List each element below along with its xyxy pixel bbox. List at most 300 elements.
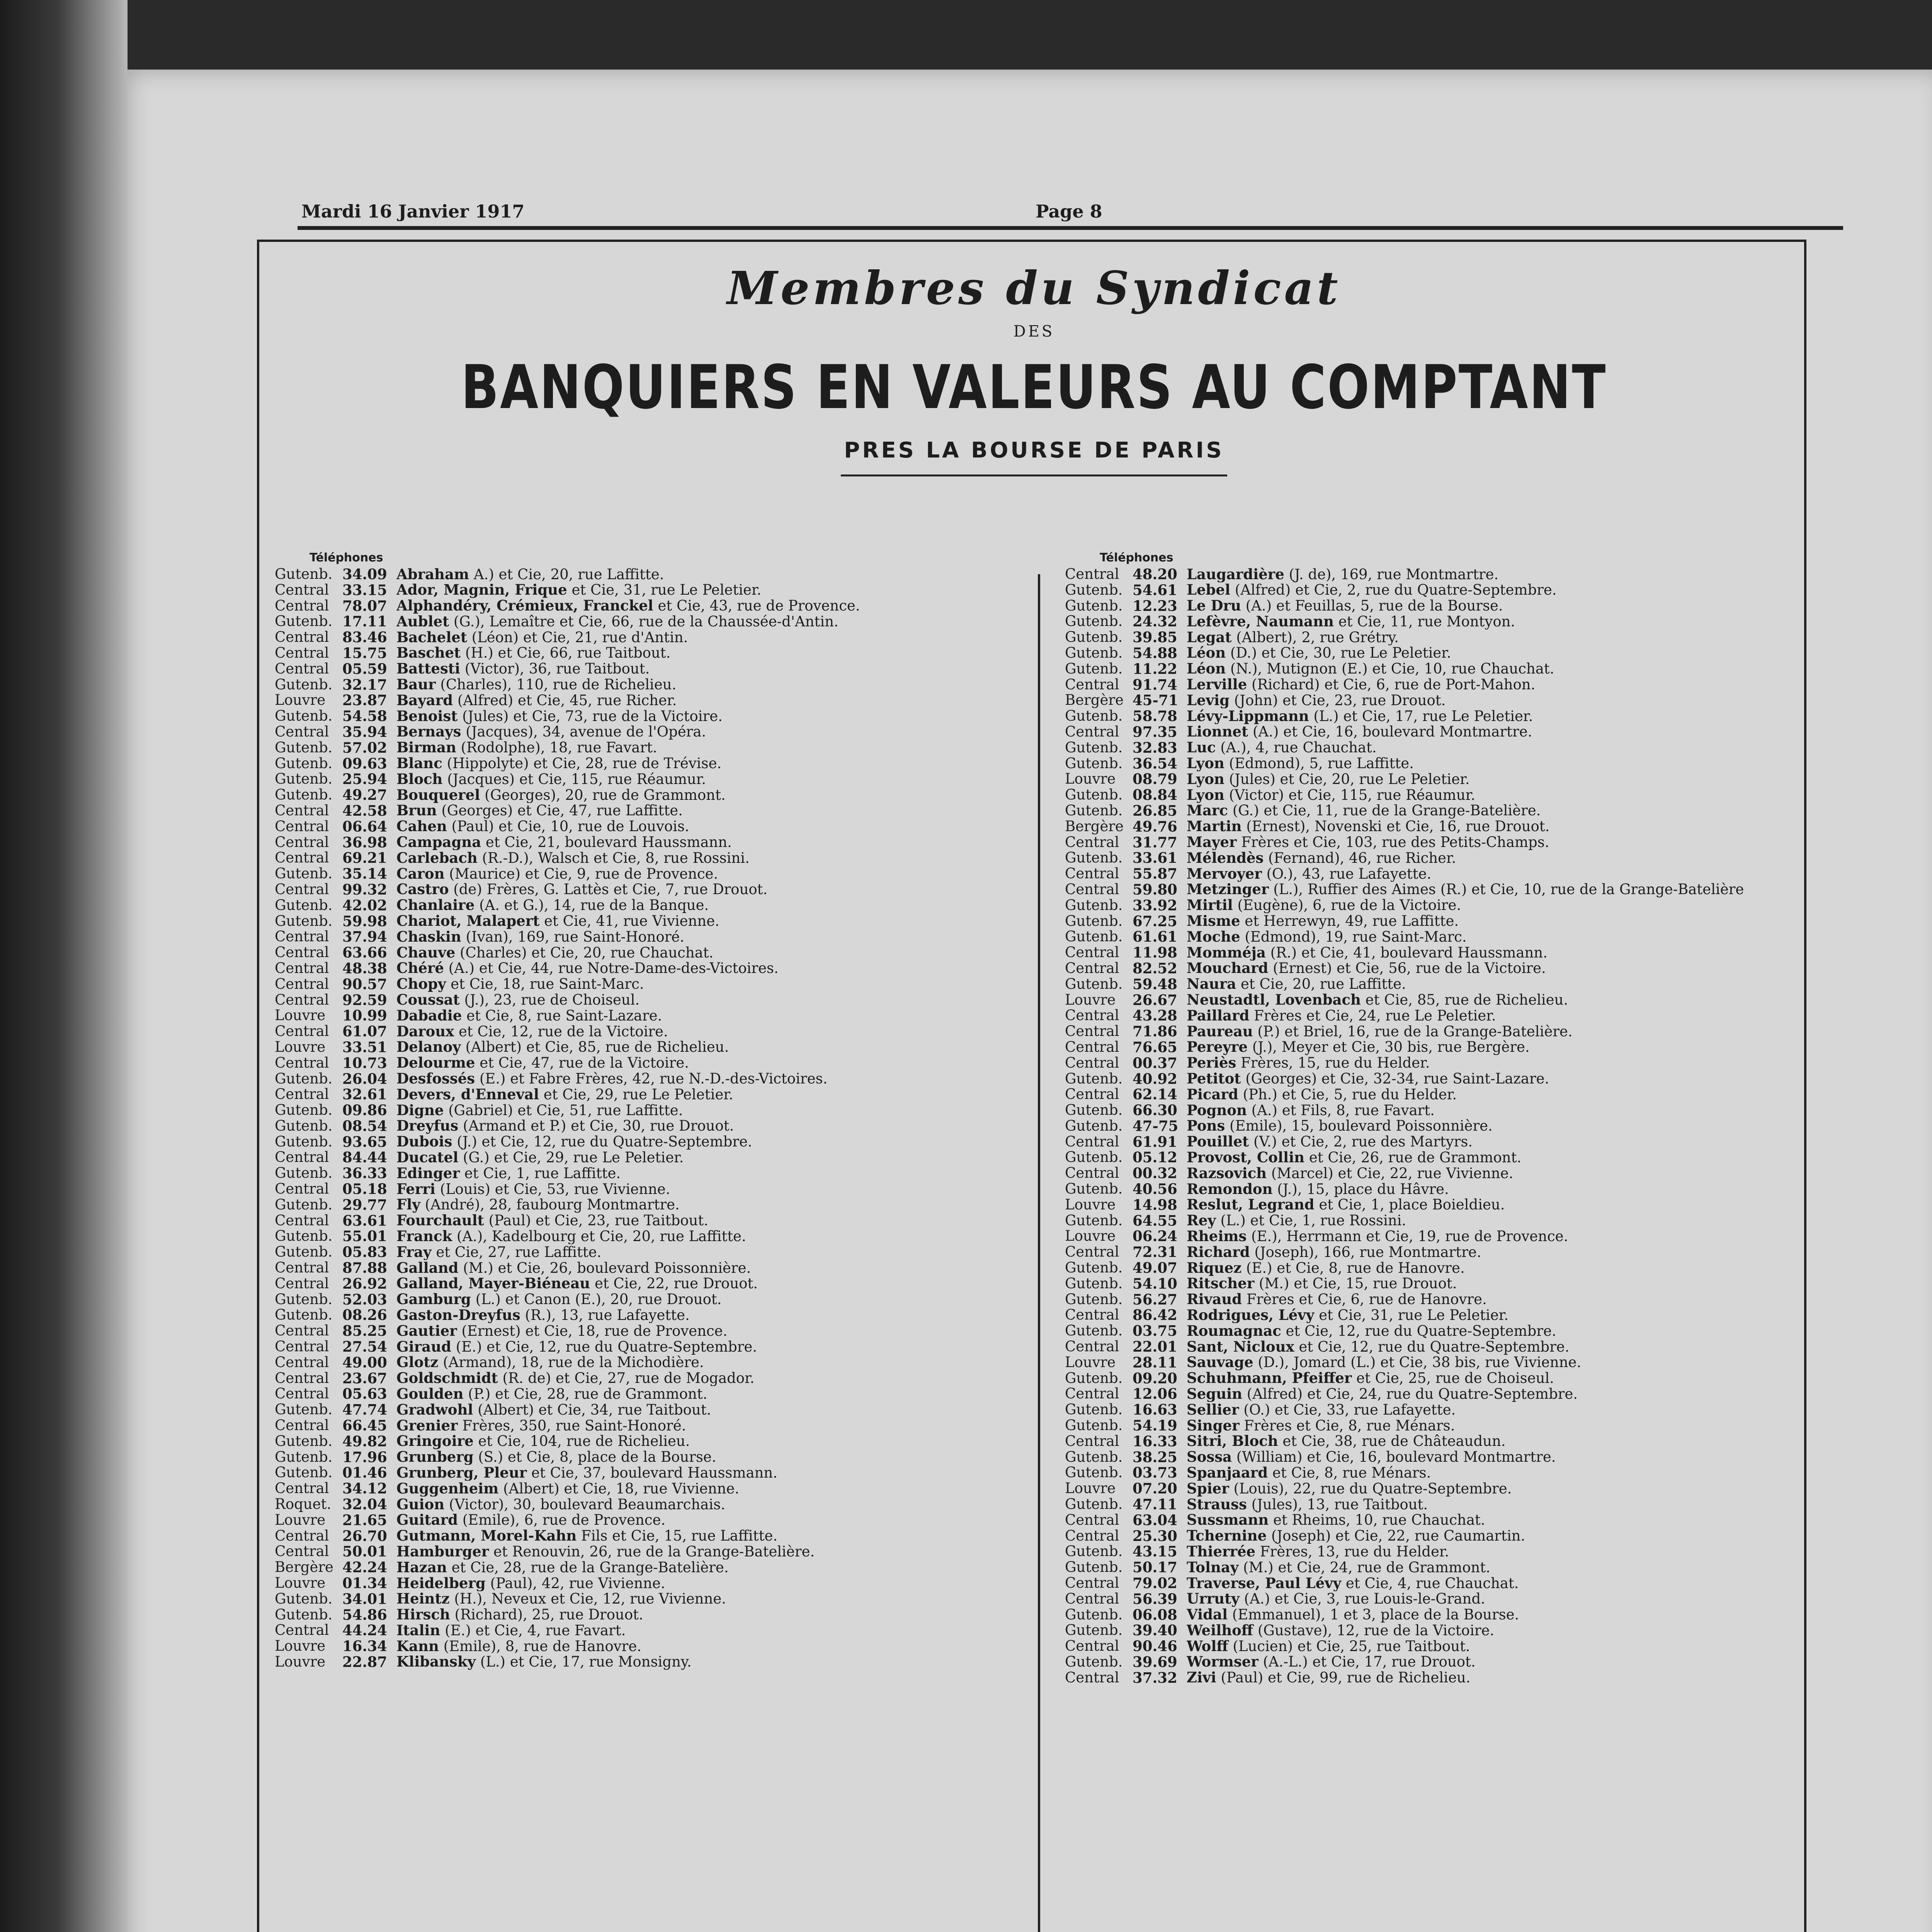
member-entry	[1065, 1575, 1791, 1591]
member-name: Heidelberg	[396, 1575, 486, 1591]
phone-number: 03.73	[1133, 1465, 1177, 1481]
phone-number: 45-71	[1133, 692, 1179, 709]
member-address: (Victor) et Cie, 115, rue Réaumur.	[1224, 787, 1475, 803]
phone-number: 66.45	[342, 1418, 387, 1434]
member-entry	[1065, 1544, 1791, 1560]
member-entry	[275, 1276, 1001, 1292]
member-name: Edinger	[396, 1165, 460, 1182]
member-name: Tolnay	[1187, 1560, 1239, 1575]
member-entry	[275, 1607, 1001, 1623]
phone-exchange: Gutenb.	[275, 614, 333, 630]
member-entry	[1065, 1560, 1791, 1575]
member-text	[396, 1339, 1001, 1355]
member-address: Frères et Cie, 6, rue de Hanovre.	[1242, 1291, 1487, 1308]
phone-exchange: Central	[1065, 834, 1119, 850]
member-address: (Ernest), Novenski et Cie, 16, rue Drouot.	[1242, 818, 1550, 835]
phone-number: 25.30	[1133, 1528, 1177, 1544]
phone-exchange: Central	[1065, 1638, 1119, 1654]
member-address: (Jules) et Cie, 73, rue de la Victoire.	[457, 708, 723, 724]
phone-number: 12.06	[1133, 1386, 1177, 1402]
phone-number: 23.87	[342, 692, 387, 709]
member-entry	[275, 835, 1001, 850]
member-name: Grunberg, Pleur	[396, 1465, 527, 1481]
phone-exchange: Gutenb.	[1065, 787, 1123, 803]
phone-exchange: Gutenb.	[1065, 1260, 1123, 1276]
member-text	[1187, 740, 1791, 756]
phone-exchange: Gutenb.	[1065, 645, 1123, 661]
member-entry	[1065, 1150, 1791, 1165]
member-address: et Cie, 1, rue Laffitte.	[459, 1165, 621, 1182]
member-name: Pognon	[1187, 1102, 1247, 1118]
member-text	[1187, 1150, 1791, 1165]
member-entry	[1065, 850, 1791, 866]
member-address: (E.) et Cie, 4, rue Favart.	[440, 1622, 626, 1639]
phone-exchange: Gutenb.	[275, 1102, 333, 1118]
member-entry	[1065, 1260, 1791, 1276]
member-name: Strauss	[1187, 1497, 1247, 1512]
phone-number: 42.24	[342, 1560, 387, 1575]
member-address: (E.) et Cie, 12, rue du Quatre-Septembre.	[451, 1339, 757, 1355]
member-text	[396, 882, 1001, 898]
member-text	[1187, 1418, 1791, 1434]
member-name: Sossa	[1187, 1449, 1232, 1465]
phone-exchange: Louvre	[275, 1512, 326, 1528]
member-text	[396, 1560, 1001, 1575]
member-name: Legat	[1187, 629, 1232, 645]
member-text	[1187, 1181, 1791, 1197]
phone-number: 47.11	[1133, 1497, 1177, 1512]
phone-exchange: Gutenb.	[275, 866, 333, 882]
member-address: (de) Frères, G. Lattès et Cie, 7, rue Drouot.	[449, 881, 768, 898]
member-text	[396, 929, 1001, 945]
phone-exchange: Gutenb.	[1065, 1370, 1123, 1386]
phone-number: 86.42	[1133, 1307, 1177, 1323]
phone-exchange: Central	[275, 1386, 329, 1402]
phone-number: 39.40	[1133, 1622, 1177, 1639]
issue-date: Mardi 16 Janvier 1917	[301, 201, 525, 222]
member-entry	[1065, 1008, 1791, 1024]
member-name: Chanlaire	[396, 897, 475, 913]
member-name: Martin	[1187, 818, 1242, 835]
member-address: (J.) et Cie, 12, rue du Quatre-Septembre.	[452, 1134, 752, 1150]
member-address: (A.) et Feuillas, 5, rue de la Bourse.	[1241, 598, 1503, 614]
member-text	[396, 645, 1001, 661]
telephones-label-right: Téléphones	[1100, 551, 1173, 565]
phone-number: 39.85	[1133, 629, 1177, 645]
member-text	[1187, 1465, 1791, 1481]
member-entry	[1065, 1654, 1791, 1670]
member-text	[396, 1622, 1001, 1638]
phone-number: 54.61	[1133, 582, 1177, 598]
phone-exchange: Central	[275, 1370, 329, 1386]
phone-number: 66.30	[1133, 1102, 1177, 1118]
phone-exchange: Central	[275, 582, 329, 598]
member-entry	[1065, 1528, 1791, 1544]
member-text	[396, 1575, 1001, 1591]
phone-exchange: Bergère	[1065, 818, 1124, 835]
phone-exchange: Central	[275, 850, 329, 866]
phone-number: 08.84	[1133, 787, 1177, 803]
phone-number: 59.48	[1133, 976, 1177, 992]
member-text	[1187, 1024, 1791, 1039]
phone-number: 54.10	[1133, 1276, 1177, 1292]
phone-exchange: Central	[275, 645, 329, 661]
member-entry	[275, 1386, 1001, 1402]
phone-exchange: Gutenb.	[1065, 740, 1123, 756]
member-entry	[1065, 1228, 1791, 1244]
member-address: et Cie, 12, rue du Quatre-Septembre.	[1281, 1323, 1556, 1339]
phone-exchange: Central	[1065, 1055, 1119, 1071]
member-text	[1187, 1497, 1791, 1512]
member-text	[396, 1134, 1001, 1150]
member-name: Galland, Mayer-Biéneau	[396, 1276, 590, 1292]
phone-exchange: Bergère	[1065, 692, 1124, 709]
phone-exchange: Central	[275, 1213, 329, 1229]
phone-exchange: Central	[275, 1323, 329, 1339]
member-address: (Alfred) et Cie, 45, rue Richer.	[453, 692, 677, 709]
member-name: Picard	[1187, 1087, 1238, 1103]
member-text	[396, 1292, 1001, 1308]
phone-number: 59.98	[342, 913, 387, 929]
member-text	[1187, 1071, 1791, 1087]
phone-exchange: Central	[275, 1528, 329, 1544]
phone-number: 32.83	[1133, 740, 1177, 756]
member-address: (Gustave), 12, rue de la Victoire.	[1253, 1622, 1495, 1639]
phone-number: 54.58	[342, 708, 387, 724]
member-address: (L.), Ruffier des Aimes (R.) et Cie, 10, rue de la Grange-Batelière	[1269, 881, 1744, 898]
member-name: Chopy	[396, 976, 446, 992]
phone-exchange: Central	[275, 1181, 329, 1197]
phone-exchange: Roquet.	[275, 1497, 332, 1512]
member-name: Glotz	[396, 1354, 439, 1371]
member-address: et Cie, 47, rue de la Victoire.	[475, 1055, 689, 1071]
phone-number: 84.44	[342, 1150, 387, 1166]
phone-number: 63.61	[342, 1213, 387, 1229]
member-text	[396, 1591, 1001, 1607]
member-text	[396, 1197, 1001, 1213]
phone-number: 55.01	[342, 1228, 387, 1245]
phone-exchange: Central	[1065, 1512, 1119, 1528]
member-name: Ador, Magnin, Frique	[396, 582, 567, 598]
member-entry	[275, 756, 1001, 772]
member-name: Franck	[396, 1228, 452, 1245]
member-text	[396, 1434, 1001, 1449]
phone-number: 99.32	[342, 881, 387, 898]
phone-exchange: Central	[275, 661, 329, 677]
member-address: (Albert) et Cie, 18, rue Vivienne.	[498, 1481, 740, 1497]
member-address: (G.) et Cie, 29, rue Le Peletier.	[458, 1150, 684, 1166]
member-text	[1187, 803, 1791, 819]
member-entry	[275, 598, 1001, 614]
phone-exchange: Gutenb.	[1065, 1150, 1123, 1166]
phone-exchange: Gutenb.	[275, 1433, 333, 1449]
phone-number: 36.54	[1133, 755, 1177, 772]
member-address: (Joseph), 166, rue Montmartre.	[1250, 1244, 1481, 1260]
phone-number: 05.83	[342, 1244, 387, 1260]
member-address: (D.) et Cie, 30, rue Le Peletier.	[1226, 645, 1451, 661]
member-entry	[1065, 1591, 1791, 1607]
phone-exchange: Louvre	[1065, 1197, 1116, 1213]
member-address: (André), 28, faubourg Montmartre.	[420, 1197, 680, 1213]
member-address: et Cie, 41, rue Vivienne.	[539, 913, 719, 929]
member-text	[1187, 866, 1791, 882]
member-address: (Victor), 36, rue Taitbout.	[460, 661, 650, 677]
phone-exchange: Central	[1065, 1670, 1119, 1686]
member-text	[396, 661, 1001, 677]
member-name: Ferri	[396, 1181, 435, 1197]
member-address: et Cie, 11, rue Montyon.	[1333, 614, 1515, 630]
member-text	[1187, 1134, 1791, 1150]
member-entry	[275, 1228, 1001, 1244]
member-address: A.) et Cie, 20, rue Laffitte.	[469, 566, 664, 582]
member-address: (E.), Herrmann et Cie, 19, rue de Provence.	[1247, 1228, 1568, 1245]
member-text	[396, 629, 1001, 645]
member-address: (Georges), 20, rue de Grammont.	[480, 787, 726, 803]
member-entry	[1065, 692, 1791, 708]
phone-exchange: Gutenb.	[1065, 1497, 1123, 1512]
member-name: Gamburg	[396, 1291, 471, 1308]
phone-number: 59.80	[1133, 881, 1177, 898]
member-entry	[275, 771, 1001, 787]
member-text	[1187, 566, 1791, 582]
member-address: et Cie, 8, rue Saint-Lazare.	[462, 1008, 662, 1024]
member-address: (A.) et Cie, 16, boulevard Montmartre.	[1248, 724, 1532, 740]
member-entry	[1065, 1418, 1791, 1434]
member-name: Singer	[1187, 1418, 1240, 1434]
member-address: (R. de) et Cie, 27, rue de Mogador.	[498, 1370, 755, 1386]
member-address: (G.), Lemaître et Cie, 66, rue de la Chaussée-d'Antin.	[449, 614, 838, 630]
phone-number: 63.66	[342, 945, 387, 961]
member-address: (Richard), 25, rue Drouot.	[450, 1607, 643, 1623]
member-entry	[1065, 1134, 1791, 1150]
member-address: et Rheims, 10, rue Chauchat.	[1269, 1512, 1485, 1528]
member-address: et Cie, 104, rue de Richelieu.	[473, 1433, 690, 1449]
title-line-3: BANQUIERS EN VALEURS AU COMPTANT	[461, 352, 1607, 422]
phone-exchange: Gutenb.	[1065, 1291, 1123, 1308]
phone-number: 26.70	[342, 1528, 387, 1544]
phone-exchange: Central	[275, 1339, 329, 1355]
member-name: Lefèvre, Naumann	[1187, 614, 1334, 630]
member-text	[396, 1087, 1001, 1102]
member-name: Castro	[396, 881, 449, 898]
member-text	[1187, 582, 1791, 598]
content-frame	[257, 240, 1806, 1932]
member-text	[1187, 1339, 1791, 1355]
member-entry	[1065, 1512, 1791, 1528]
member-entry	[275, 945, 1001, 961]
member-entry	[275, 1008, 1001, 1024]
member-text	[1187, 614, 1791, 629]
member-entry	[275, 1055, 1001, 1071]
phone-exchange: Gutenb.	[275, 1071, 333, 1087]
member-address: (N.), Mutignon (E.) et Cie, 10, rue Chauchat.	[1226, 661, 1554, 677]
member-address: (Louis), 22, rue du Quatre-Septembre.	[1229, 1481, 1512, 1497]
phone-exchange: Gutenb.	[275, 740, 333, 756]
member-address: (Jacques) et Cie, 115, rue Réaumur.	[442, 771, 706, 787]
phone-exchange: Central	[1065, 1165, 1119, 1182]
member-entry	[275, 1654, 1001, 1670]
member-address: et Herrewyn, 49, rue Laffitte.	[1240, 913, 1459, 929]
phone-exchange: Gutenb.	[1065, 1544, 1123, 1560]
member-name: Roumagnac	[1187, 1323, 1281, 1339]
member-text	[396, 708, 1001, 724]
phone-exchange: Gutenb.	[1065, 1418, 1123, 1434]
phone-exchange: Central	[275, 1354, 329, 1371]
telephones-label-left: Téléphones	[310, 551, 383, 565]
member-text	[1187, 1528, 1791, 1544]
phone-exchange: Gutenb.	[1065, 1402, 1123, 1418]
phone-exchange: Central	[275, 929, 329, 945]
phone-exchange: Gutenb.	[1065, 755, 1123, 772]
member-text	[1187, 1307, 1791, 1323]
phone-exchange: Central	[1065, 724, 1119, 740]
member-text	[396, 1071, 1001, 1087]
member-text	[396, 1528, 1001, 1544]
member-entry	[275, 1118, 1001, 1134]
phone-number: 87.88	[342, 1260, 387, 1276]
phone-number: 05.12	[1133, 1150, 1177, 1166]
member-name: Gautier	[396, 1323, 457, 1339]
member-entry	[1065, 1607, 1791, 1623]
member-text	[396, 1150, 1001, 1165]
member-name: Lebel	[1187, 582, 1231, 598]
member-name: Petitot	[1187, 1071, 1241, 1087]
member-address: (L.) et Cie, 1, rue Rossini.	[1216, 1213, 1406, 1229]
phone-exchange: Gutenb.	[1065, 661, 1123, 677]
member-entry	[1065, 598, 1791, 614]
phone-exchange: Louvre	[1065, 1354, 1116, 1371]
member-name: Mervoyer	[1187, 866, 1262, 882]
member-entry	[275, 740, 1001, 756]
member-name: Laugardière	[1187, 566, 1284, 582]
phone-number: 12.23	[1133, 598, 1177, 614]
phone-number: 49.76	[1133, 818, 1177, 835]
member-text	[396, 1276, 1001, 1292]
member-entry	[275, 566, 1001, 582]
member-name: Klibansky	[396, 1654, 476, 1670]
member-address: (Charles) et Cie, 20, rue Chauchat.	[455, 945, 714, 961]
member-text	[1187, 1575, 1791, 1591]
member-text	[396, 677, 1001, 693]
member-entry	[1065, 1465, 1791, 1481]
phone-exchange: Central	[275, 1544, 329, 1560]
member-address: et Cie, 43, rue de Provence.	[653, 598, 860, 614]
phone-exchange: Gutenb.	[275, 1197, 333, 1213]
phone-exchange: Gutenb.	[275, 1591, 333, 1607]
member-entry	[275, 787, 1001, 803]
phone-exchange: Central	[275, 629, 329, 645]
phone-exchange: Gutenb.	[275, 1449, 333, 1465]
member-name: Carlebach	[396, 850, 478, 866]
phone-exchange: Gutenb.	[1065, 913, 1123, 929]
member-address: (O.) et Cie, 33, rue Lafayette.	[1239, 1402, 1456, 1418]
phone-number: 08.26	[342, 1307, 387, 1323]
phone-number: 34.01	[342, 1591, 387, 1607]
member-address: (J. de), 169, rue Montmartre.	[1284, 566, 1499, 582]
member-name: Sitri, Bloch	[1187, 1433, 1278, 1449]
member-name: Moche	[1187, 929, 1240, 945]
member-name: Brun	[396, 803, 437, 819]
phone-exchange: Central	[1065, 1134, 1119, 1150]
member-entry	[1065, 1670, 1791, 1686]
member-entry	[1065, 708, 1791, 724]
member-name: Chaskin	[396, 929, 461, 945]
member-address: (Hippolyte) et Cie, 28, rue de Trévise.	[442, 755, 722, 772]
phone-number: 97.35	[1133, 724, 1177, 740]
member-name: Chéré	[396, 960, 444, 976]
phone-number: 23.67	[342, 1370, 387, 1386]
phone-exchange: Gutenb.	[1065, 582, 1123, 598]
member-entry	[275, 1102, 1001, 1118]
member-address: (Rodolphe), 18, rue Favart.	[456, 740, 657, 756]
member-address: (E.) et Cie, 8, rue de Hanovre.	[1242, 1260, 1465, 1276]
member-name: Razsovich	[1187, 1165, 1267, 1182]
member-text	[396, 1181, 1001, 1197]
member-address: (E.) et Fabre Frères, 42, rue N.-D.-des-Victoires.	[475, 1071, 828, 1087]
member-address: (Armand et P.) et Cie, 30, rue Drouot.	[458, 1118, 734, 1134]
member-address: Frères et Cie, 8, rue Ménars.	[1239, 1418, 1455, 1434]
member-entry	[275, 582, 1001, 598]
member-name: Pouillet	[1187, 1134, 1249, 1150]
member-entry	[1065, 1071, 1791, 1087]
member-name: Grenier	[396, 1418, 458, 1434]
phone-number: 06.08	[1133, 1607, 1177, 1623]
member-text	[396, 1449, 1001, 1465]
member-text	[396, 1654, 1001, 1670]
member-address: (Georges) et Cie, 47, rue Laffitte.	[437, 803, 683, 819]
phone-exchange: Gutenb.	[1065, 1607, 1123, 1623]
member-entry	[275, 819, 1001, 835]
phone-number: 29.77	[342, 1197, 387, 1213]
member-entry	[1065, 913, 1791, 929]
phone-number: 26.67	[1133, 992, 1177, 1008]
phone-number: 11.98	[1133, 945, 1177, 961]
phone-exchange: Central	[275, 834, 329, 850]
phone-number: 33.51	[342, 1039, 387, 1055]
member-entry	[1065, 645, 1791, 661]
member-text	[1187, 661, 1791, 677]
phone-number: 48.38	[342, 960, 387, 976]
phone-exchange: Gutenb.	[1065, 1118, 1123, 1134]
phone-exchange: Gutenb.	[275, 787, 333, 803]
member-address: (Alfred) et Cie, 2, rue du Quatre-Septembre.	[1230, 582, 1557, 598]
member-address: (Louis) et Cie, 53, rue Vivienne.	[435, 1181, 670, 1197]
member-name: Mélendès	[1187, 850, 1264, 866]
member-text	[396, 1260, 1001, 1276]
member-address: Fils et Cie, 15, rue Laffitte.	[577, 1528, 778, 1544]
phone-number: 17.11	[342, 614, 387, 630]
phone-exchange: Central	[275, 1481, 329, 1497]
member-entry	[275, 1591, 1001, 1607]
member-name: Pons	[1187, 1118, 1225, 1134]
phone-exchange: Central	[1065, 1528, 1119, 1544]
phone-exchange: Gutenb.	[275, 897, 333, 913]
member-text	[396, 1638, 1001, 1654]
member-name: Seguin	[1187, 1386, 1242, 1402]
member-entry	[275, 1292, 1001, 1308]
member-text	[1187, 1260, 1791, 1276]
member-entry	[275, 1371, 1001, 1386]
member-name: Hamburger	[396, 1544, 489, 1560]
member-entry	[1065, 1402, 1791, 1418]
phone-number: 71.86	[1133, 1024, 1177, 1039]
member-name: Lerville	[1187, 677, 1247, 693]
member-text	[396, 898, 1001, 913]
phone-number: 01.46	[342, 1465, 387, 1481]
member-text	[396, 614, 1001, 629]
member-address: (Emile), 15, boulevard Poissonnière.	[1225, 1118, 1493, 1134]
phone-exchange: Central	[275, 945, 329, 961]
